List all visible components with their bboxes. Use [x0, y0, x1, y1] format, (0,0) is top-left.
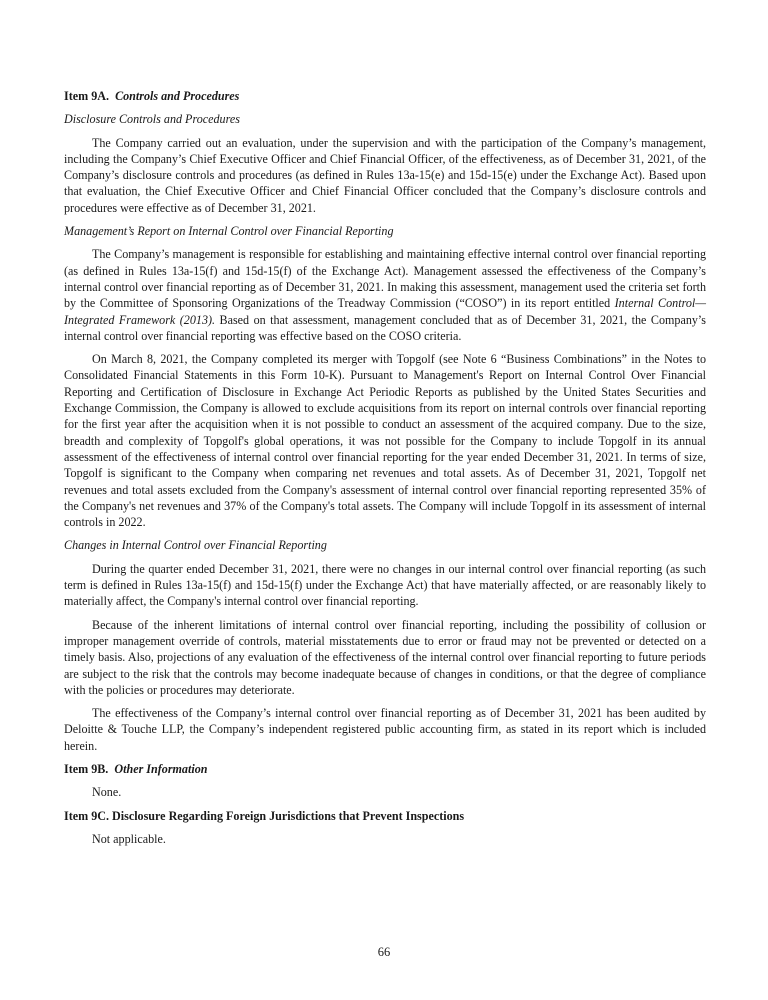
coso-framework-title: Internal Control—Integrated Framework (2013). [64, 296, 706, 327]
topgolf-merger-paragraph: On March 8, 2021, the Company completed its merger with Topgolf (see Note 6 “Business Combinations” in the Notes to Consolidated Financial Statements in this Form 10-K). Pursuant to Management's Report on Internal Control Over Financial Reporting and Certification of Disclosure in Exchange Act Periodic Reports as published by the United States Securities and Exchange Commission, the Company is allowed to exclude acquisitions from its report on internal controls over financial reporting for the first year after the acquisition when it is not possible to conduct an assessment of the acquired company. Due to the size, breadth and complexity of Topgolf's global operations, it was not possible for the Company to include Topgolf in its annual assessment of the effectiveness of internal control over financial reporting for the year ended December 31, 2021. In terms of size, Topgolf is significant to the Company when comparing net revenues and total assets. As of December 31, 2021, Topgolf net revenues and total assets excluded from the Company's assessment of internal control over financial reporting represented 35% of the Company's net revenues and 37% of the Company's total assets. The Company will include Topgolf in its assessment of internal controls in 2022. [64, 352, 706, 530]
management-report-paragraph-1 [64, 246, 706, 344]
item-9c-body: Not applicable. [92, 831, 166, 846]
document-page [64, 88, 706, 854]
item-9a-title: Controls and Procedures [115, 89, 240, 103]
item-9b-label: Item 9B. [64, 761, 109, 776]
item-9c-heading: Item 9C. Disclosure Regarding Foreign Jurisdictions that Prevent Inspections [64, 808, 465, 823]
disclosure-controls-paragraph: The Company carried out an evaluation, under the supervision and with the participation of the Company’s management, including the Company’s Chief Executive Officer and Chief Financial Officer, of the effectiveness, as of December 31, 2021, of the Company’s disclosure controls and procedures (as defined in Rules 13a-15(e) and 15d-15(e) under the Exchange Act). Based upon that evaluation, the Chief Executive Officer and Chief Financial Officer concluded that the Company’s disclosure controls and procedures were effective as of December 31, 2021. [64, 135, 706, 215]
changes-internal-control-heading: Changes in Internal Control over Financial Reporting [64, 538, 327, 553]
audit-paragraph: The effectiveness of the Company’s internal control over financial reporting as of December 31, 2021 has been audited by Deloitte & Touche LLP, the Company’s independent registered public accounting firm, as stated in its report which is included herein. [64, 706, 706, 753]
management-report-text-after: Based on that assessment, management concluded that as of December 31, 2021, the Company’s internal control over financial reporting was effective based on the COSO criteria. [64, 312, 707, 343]
item-9b-heading [64, 761, 706, 777]
page-number: 66 [377, 945, 391, 959]
item-9b-title: Other Information [114, 761, 208, 776]
management-report-text-before: The Company’s management is responsible for establishing and maintaining effective internal control over financial reporting (as defined in Rules 13a-15(f) and 15d-15(f) of the Exchange Act). Management assessed the effectiveness of the Company’s internal control over financial reporting as of December 31, 2021. In making this assessment, management used the criteria set forth by the Committee of Sponsoring Organizations of the Treadway Commission (“COSO”) in its report entitled [64, 247, 706, 311]
management-report-heading: Management’s Report on Internal Control over Financial Reporting [64, 224, 394, 239]
item-9b-body: None. [92, 785, 122, 800]
item-9a-heading [64, 88, 706, 104]
disclosure-controls-heading: Disclosure Controls and Procedures [64, 112, 240, 127]
item-9a-label: Item 9A. [64, 89, 110, 103]
changes-paragraph-1: During the quarter ended December 31, 2021, there were no changes in our internal control over financial reporting (as such term is defined in Rules 13a-15(f) and 15d-15(f) under the Exchange Act) that have materially affected, or are reasonably likely to materially affect, the Company's internal control over financial reporting. [64, 561, 706, 609]
limitations-paragraph: Because of the inherent limitations of internal control over financial reporting, including the possibility of collusion or improper management override of controls, material misstatements due to error or fraud may not be prevented or detected on a timely basis. Also, projections of any evaluation of the effectiveness of the internal control over financial reporting to future periods are subject to the risk that the controls may become inadequate because of changes in conditions, or that the degree of compliance with the policies or procedures may deteriorate. [64, 617, 706, 697]
